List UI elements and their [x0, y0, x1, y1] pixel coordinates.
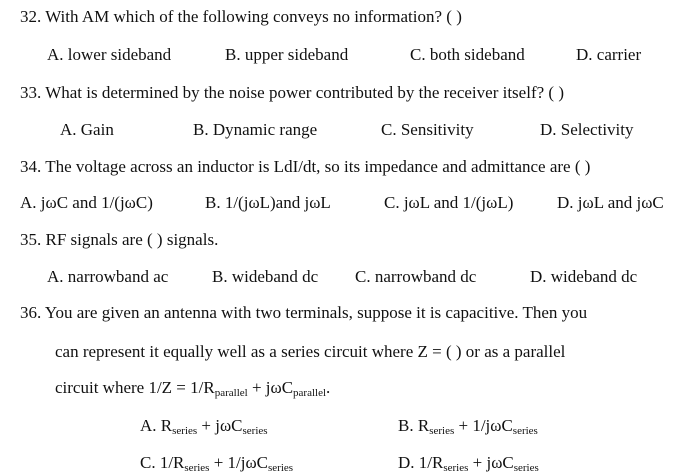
q33-option-d: D. Selectivity — [540, 120, 634, 139]
q35-option-d: D. wideband dc — [530, 267, 638, 286]
q35-option-a: A. narrowband ac — [47, 267, 169, 286]
q36-b-part2: + 1/jωC — [454, 416, 513, 435]
q36-c-part1: C. 1/R — [140, 453, 185, 472]
q36-line3-sub-parallel: parallel — [214, 387, 248, 399]
q34-option-c: C. jωL and 1/(jωL) — [384, 193, 514, 212]
q36-d-sub2: series — [513, 462, 539, 474]
question-35-stem: 35. RF signals are ( ) signals. — [20, 230, 219, 249]
q36-d-part1: D. 1/R — [398, 453, 444, 472]
q36-option-d — [398, 453, 539, 473]
q36-b-sub2: series — [512, 425, 538, 437]
q36-option-b — [398, 416, 538, 436]
question-33-stem: 33. What is determined by the noise power contributed by the receiver itself? ( ) — [20, 83, 564, 102]
q33-option-c: C. Sensitivity — [381, 120, 474, 139]
q36-c-sub1: series — [184, 462, 210, 474]
q34-option-b: B. 1/(jωL)and jωL — [205, 193, 331, 212]
question-36-line-1: 36. You are given an antenna with two terminals, suppose it is capacitive. Then you — [20, 303, 588, 322]
q35-option-b: B. wideband dc — [212, 267, 319, 286]
q32-option-c: C. both sideband — [410, 45, 525, 64]
q36-option-c — [140, 453, 293, 473]
q36-a-part1: A. R — [140, 416, 173, 435]
q32-option-d: D. carrier — [576, 45, 642, 64]
q36-b-part1: B. R — [398, 416, 430, 435]
q36-line3-suffix: . — [326, 378, 331, 397]
q32-option-a: A. lower sideband — [47, 45, 172, 64]
q36-b-sub1: series — [429, 425, 455, 437]
q36-a-part2: + jωC — [197, 416, 243, 435]
q34-option-d: D. jωL and jωC — [557, 193, 664, 212]
q36-d-sub1: series — [443, 462, 469, 474]
q32-option-b: B. upper sideband — [225, 45, 349, 64]
q33-option-a: A. Gain — [60, 120, 114, 139]
question-36-line-2: can represent it equally well as a series circuit where Z = ( ) or as a parallel — [55, 342, 566, 361]
q36-option-a — [140, 416, 268, 436]
q36-d-part2: + jωC — [468, 453, 514, 472]
q36-a-sub1: series — [172, 425, 198, 437]
q36-c-part2: + 1/jωC — [209, 453, 269, 472]
q36-line3-prefix: circuit where 1/Z = 1/R — [55, 378, 215, 397]
q36-line3-mid: + jωC — [247, 378, 294, 397]
question-36-line-3 — [55, 378, 330, 398]
question-34-stem: 34. The voltage across an inductor is LdI/dt, so its impedance and admittance are ( ) — [20, 157, 591, 176]
q33-option-b: B. Dynamic range — [193, 120, 318, 139]
question-32-stem: 32. With AM which of the following conveys no information? ( ) — [20, 7, 462, 26]
q36-a-sub2: series — [242, 425, 268, 437]
q35-option-c: C. narrowband dc — [355, 267, 477, 286]
q36-line3-sub-parallel-2: parallel — [293, 387, 327, 399]
q34-option-a: A. jωC and 1/(jωC) — [20, 193, 153, 212]
q36-c-sub2: series — [268, 462, 294, 474]
